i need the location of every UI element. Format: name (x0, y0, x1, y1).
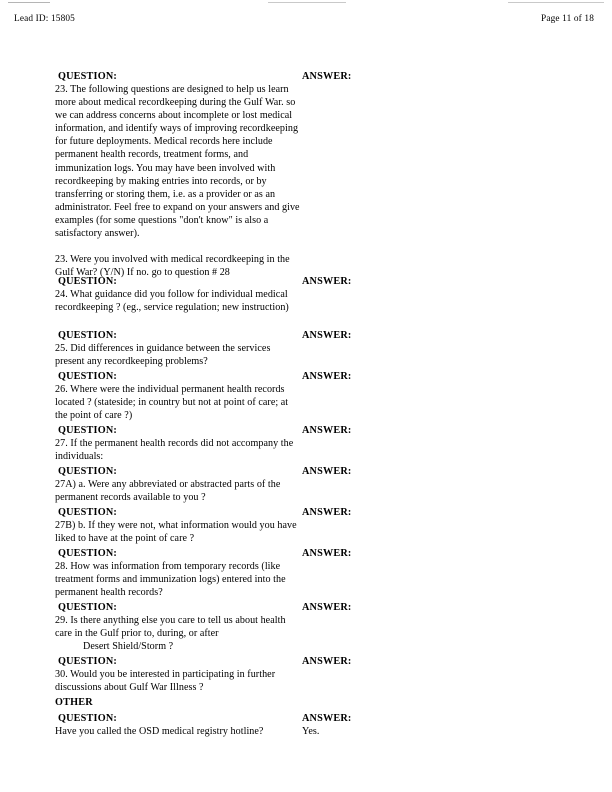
answer-label: ANSWER: (302, 466, 352, 477)
question-paragraph: Have you called the OSD medical registry hotline? (55, 726, 264, 737)
question-subline: Desert Shield/Storm ? (83, 641, 174, 653)
answer-label: ANSWER: (302, 548, 352, 559)
question-label: QUESTION: (58, 548, 117, 559)
question-text (55, 560, 300, 599)
question-paragraph: 28. How was information from temporary records (like treatment forms and immunization logs) entered into the permanent health records? (55, 561, 286, 599)
qa-block-q25 (0, 329, 612, 370)
question-text (55, 437, 300, 463)
questionnaire-body (0, 70, 612, 753)
question-label: QUESTION: (58, 276, 117, 287)
answer-label: ANSWER: (302, 425, 352, 436)
question-label: QUESTION: (58, 713, 117, 724)
answer-label: ANSWER: (302, 71, 352, 82)
answer-label: ANSWER: (302, 713, 352, 724)
question-label: QUESTION: (58, 466, 117, 477)
answer-label: ANSWER: (302, 602, 352, 613)
question-text (55, 383, 300, 422)
scan-artifact-top-right (508, 2, 604, 3)
question-text (55, 668, 300, 694)
page-number-text: Page 11 of 18 (541, 14, 594, 24)
question-paragraph: 30. Would you be interested in participating in further discussions about Gulf War Illness ? (55, 669, 276, 694)
question-paragraph: 25. Did differences in guidance between the services present any recordkeeping problems? (55, 343, 271, 368)
question-paragraph: 23. The following questions are designed to help us learn more about medical recordkeeping during the Gulf War. so we can address concerns about incomplete or lost medical information, and identify ways of improving recordkeeping for future deployments. Medical records here include permanent health records, treatment forms, and immunization logs. You may have been involved with recordkeeping by making entries into records, or by transferring or storing them, i.e. as a provider or as an administrator. Feel free to expand on your answers and give examples (for some questions "don't know" is also a satisfactory answer). (55, 84, 300, 240)
question-label: QUESTION: (58, 602, 117, 613)
question-label: QUESTION: (58, 425, 117, 436)
question-text (55, 725, 300, 738)
qa-block-q29 (0, 601, 612, 655)
answer-label: ANSWER: (302, 276, 352, 287)
question-text (55, 478, 300, 504)
qa-block-q23 (0, 70, 612, 279)
lead-id-text: Lead ID: 15805 (14, 14, 75, 24)
answer-text[interactable]: Yes. (302, 726, 320, 737)
qa-block-q24 (0, 275, 612, 329)
question-label: QUESTION: (58, 330, 117, 341)
question-paragraph: 27B) b. If they were not, what information would you have liked to have at the point of care ? (55, 520, 297, 545)
question-text (55, 342, 300, 368)
answer-label: ANSWER: (302, 371, 352, 382)
qa-block-q27a (0, 465, 612, 506)
question-text (55, 288, 300, 314)
qa-block-q26 (0, 370, 612, 424)
qa-block-q27b (0, 506, 612, 547)
question-paragraph: 29. Is there anything else you care to tell us about health care in the Gulf prior to, during, or after (55, 615, 286, 640)
answer-label: ANSWER: (302, 656, 352, 667)
qa-block-q30 (0, 655, 612, 696)
question-paragraph: 27. If the permanent health records did not accompany the individuals: (55, 438, 294, 463)
scan-artifact-top-left (8, 2, 50, 3)
page-header (0, 14, 612, 28)
qa-block-q28 (0, 547, 612, 601)
qa-block-q27 (0, 424, 612, 465)
question-label: QUESTION: (58, 71, 117, 82)
question-text (55, 83, 300, 279)
question-paragraph: 24. What guidance did you follow for individual medical recordkeeping ? (eg., service regulation; new instruction) (55, 289, 289, 314)
question-text (55, 614, 300, 653)
question-text (55, 519, 300, 545)
question-paragraph: 26. Where were the individual permanent health records located ? (stateside; in country but not at point of care; at the point of care ?) (55, 384, 289, 422)
answer-label: ANSWER: (302, 330, 352, 341)
answer-label: ANSWER: (302, 507, 352, 518)
question-label: QUESTION: (58, 656, 117, 667)
other-section (0, 696, 612, 712)
question-paragraph: 27A) a. Were any abbreviated or abstracted parts of the permanent records available to you ? (55, 479, 281, 504)
question-paragraph: 23. Were you involved with medical recordkeeping in the Gulf War? (Y/N) If no. go to question # 28 (55, 254, 290, 279)
question-label: QUESTION: (58, 371, 117, 382)
other-section-heading: OTHER (55, 697, 93, 708)
scan-artifact-top-center (268, 2, 346, 3)
qa-block-osd-hotline (0, 712, 612, 753)
question-label: QUESTION: (58, 507, 117, 518)
